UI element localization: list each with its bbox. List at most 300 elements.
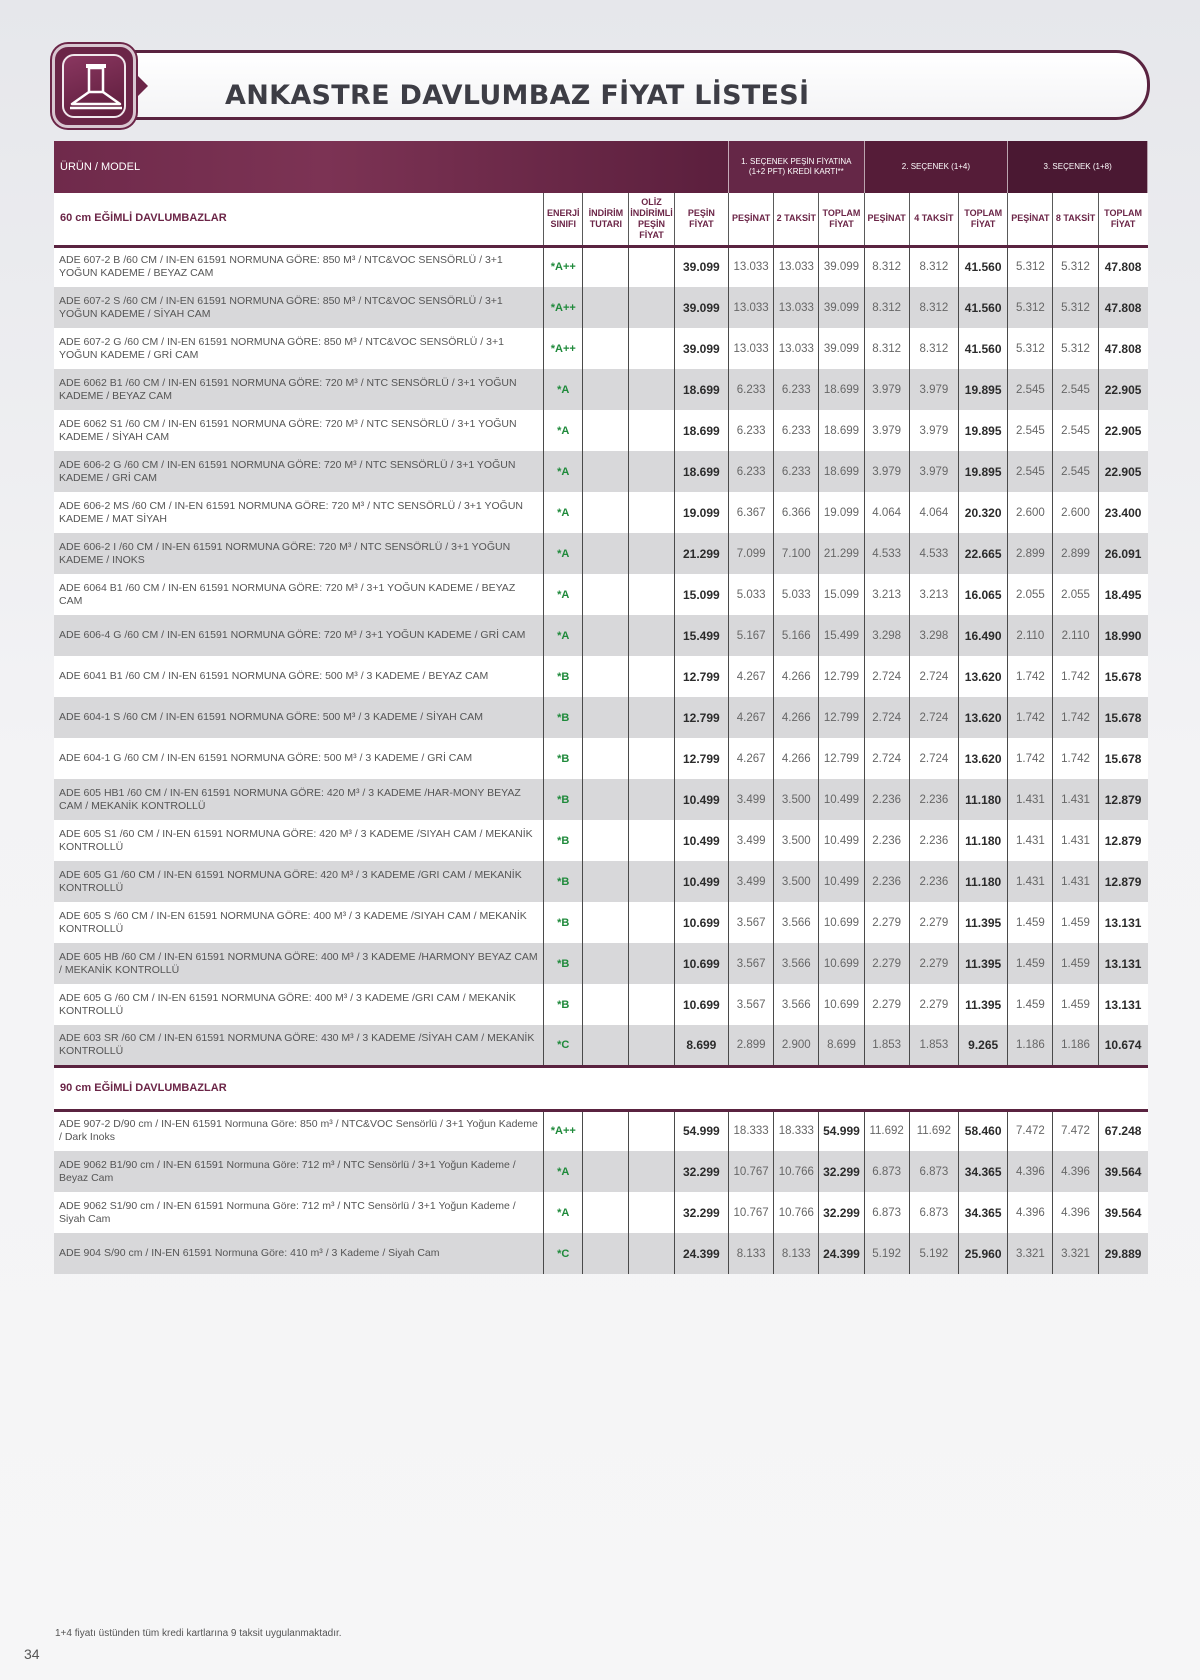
price-cell: 10.674 [1098, 1025, 1147, 1066]
price-cell: 7.099 [729, 533, 774, 574]
price-cell: 29.889 [1098, 1233, 1147, 1274]
table-row [54, 246, 1148, 287]
option2-header: 2. SEÇENEK (1+4) [864, 141, 1008, 193]
price-cell: 2.110 [1053, 615, 1098, 656]
price-cell: 18.699 [674, 410, 728, 451]
table-row [54, 492, 1148, 533]
empty-cell [629, 656, 674, 697]
table-row [54, 410, 1148, 451]
price-cell: 12.799 [819, 656, 864, 697]
price-cell: 13.033 [774, 328, 819, 369]
price-cell: 10.767 [729, 1192, 774, 1233]
energy-class-cell: *B [544, 943, 583, 984]
model-cell: ADE 605 G /60 CM / IN-EN 61591 NORMUNA GÖRE: 400 M³ / 3 KADEME /GRI CAM / MEKANİK KONTROLLÜ [54, 984, 544, 1025]
price-cell: 19.099 [819, 492, 864, 533]
energy-class-cell: *B [544, 656, 583, 697]
price-cell: 8.312 [909, 246, 958, 287]
price-cell: 32.299 [674, 1151, 728, 1192]
price-cell: 2.279 [909, 984, 958, 1025]
price-cell: 10.767 [729, 1151, 774, 1192]
price-cell: 15.099 [674, 574, 728, 615]
price-cell: 2.055 [1008, 574, 1053, 615]
table-row [54, 533, 1148, 574]
price-cell: 13.033 [729, 246, 774, 287]
price-cell: 1.459 [1053, 943, 1098, 984]
price-cell: 22.905 [1098, 410, 1147, 451]
model-cell: ADE 606-4 G /60 CM / IN-EN 61591 NORMUNA GÖRE: 720 M³ / 3+1 YOĞUN KADEME / GRİ CAM [54, 615, 544, 656]
empty-cell [629, 697, 674, 738]
energy-class-cell: *B [544, 902, 583, 943]
energy-class-cell: *C [544, 1025, 583, 1066]
table-row [54, 820, 1148, 861]
price-cell: 2.545 [1008, 410, 1053, 451]
energy-class-cell: *A++ [544, 1110, 583, 1151]
price-cell: 10.699 [674, 943, 728, 984]
empty-cell [629, 1025, 674, 1066]
price-cell: 10.499 [674, 861, 728, 902]
empty-cell [583, 943, 629, 984]
price-cell: 4.266 [774, 738, 819, 779]
price-cell: 2.236 [909, 820, 958, 861]
price-cell: 3.499 [729, 861, 774, 902]
price-cell: 2.899 [1053, 533, 1098, 574]
empty-cell [583, 533, 629, 574]
price-cell: 10.499 [819, 820, 864, 861]
price-cell: 11.395 [959, 943, 1008, 984]
price-cell: 10.766 [774, 1192, 819, 1233]
table-row [54, 369, 1148, 410]
price-cell: 6.367 [729, 492, 774, 533]
price-cell: 3.500 [774, 779, 819, 820]
price-cell: 10.699 [819, 984, 864, 1025]
model-cell: ADE 605 S /60 CM / IN-EN 61591 NORMUNA GÖRE: 400 M³ / 3 KADEME /SIYAH CAM / MEKANİK KONTROLLÜ [54, 902, 544, 943]
price-cell: 16.490 [959, 615, 1008, 656]
table-row [54, 287, 1148, 328]
table-row [54, 328, 1148, 369]
price-cell: 39.099 [819, 246, 864, 287]
price-cell: 24.399 [819, 1233, 864, 1274]
price-cell: 11.180 [959, 861, 1008, 902]
price-cell: 15.499 [819, 615, 864, 656]
empty-cell [629, 861, 674, 902]
page-title: ANKASTRE DAVLUMBAZ FİYAT LİSTESİ [225, 80, 810, 111]
price-cell: 25.960 [959, 1233, 1008, 1274]
price-cell: 10.499 [819, 779, 864, 820]
price-cell: 54.999 [674, 1110, 728, 1151]
empty-cell [583, 738, 629, 779]
energy-class-cell: *B [544, 861, 583, 902]
price-cell: 34.365 [959, 1192, 1008, 1233]
price-table-container [54, 141, 1148, 1274]
price-cell: 2.236 [864, 861, 909, 902]
price-cell: 2.899 [1008, 533, 1053, 574]
price-cell: 2.724 [909, 697, 958, 738]
energy-class-cell: *A [544, 369, 583, 410]
price-cell: 5.033 [774, 574, 819, 615]
table-row [54, 738, 1148, 779]
empty-cell [583, 410, 629, 451]
price-cell: 12.799 [819, 738, 864, 779]
badge-arrow [136, 74, 148, 98]
table-row [54, 574, 1148, 615]
price-cell: 10.766 [774, 1151, 819, 1192]
price-cell: 47.808 [1098, 287, 1147, 328]
price-cell: 5.312 [1053, 287, 1098, 328]
empty-cell [629, 779, 674, 820]
price-cell: 19.895 [959, 410, 1008, 451]
price-cell: 11.180 [959, 820, 1008, 861]
price-cell: 2.545 [1008, 369, 1053, 410]
price-cell: 2.724 [864, 656, 909, 697]
price-cell: 4.267 [729, 738, 774, 779]
price-cell: 18.699 [819, 451, 864, 492]
price-cell: 3.566 [774, 984, 819, 1025]
empty-cell [629, 615, 674, 656]
price-cell: 2.724 [909, 738, 958, 779]
price-cell: 6.873 [864, 1151, 909, 1192]
empty-cell [629, 902, 674, 943]
price-cell: 12.879 [1098, 820, 1147, 861]
option1-installment-header: 2 TAKSİT [774, 193, 819, 246]
price-cell: 39.099 [819, 287, 864, 328]
price-cell: 39.099 [674, 328, 728, 369]
price-cell: 34.365 [959, 1151, 1008, 1192]
price-cell: 8.312 [864, 328, 909, 369]
price-cell: 1.431 [1053, 820, 1098, 861]
price-cell: 4.396 [1008, 1151, 1053, 1192]
price-cell: 1.431 [1008, 861, 1053, 902]
energy-class-cell: *B [544, 738, 583, 779]
model-cell: ADE 605 G1 /60 CM / IN-EN 61591 NORMUNA GÖRE: 420 M³ / 3 KADEME /GRI CAM / MEKANİK KONTROLLÜ [54, 861, 544, 902]
price-cell: 47.808 [1098, 328, 1147, 369]
energy-class-cell: *A++ [544, 287, 583, 328]
price-cell: 2.279 [909, 943, 958, 984]
empty-cell [583, 246, 629, 287]
price-cell: 18.699 [819, 410, 864, 451]
price-cell: 8.312 [909, 287, 958, 328]
price-cell: 11.692 [909, 1110, 958, 1151]
table-row [54, 656, 1148, 697]
energy-class-cell: *A++ [544, 328, 583, 369]
page-header [52, 44, 1150, 126]
empty-cell [629, 1233, 674, 1274]
price-cell: 13.620 [959, 738, 1008, 779]
price-cell: 15.678 [1098, 697, 1147, 738]
energy-class-header: ENERJİ SINIFI [544, 193, 583, 246]
price-cell: 12.799 [819, 697, 864, 738]
empty-cell [583, 1110, 629, 1151]
model-cell: ADE 607-2 S /60 CM / IN-EN 61591 NORMUNA GÖRE: 850 M³ / NTC&VOC SENSÖRLÜ / 3+1 YOĞUN KADEME / SİYAH CAM [54, 287, 544, 328]
empty-cell [629, 410, 674, 451]
model-cell: ADE 605 HB /60 CM / IN-EN 61591 NORMUNA GÖRE: 400 M³ / 3 KADEME /HARMONY BEYAZ CAM / MEKANİK KONTROLLÜ [54, 943, 544, 984]
price-cell: 2.110 [1008, 615, 1053, 656]
empty-cell [583, 984, 629, 1025]
price-cell: 1.742 [1008, 697, 1053, 738]
price-cell: 2.055 [1053, 574, 1098, 615]
price-cell: 15.678 [1098, 656, 1147, 697]
price-cell: 13.131 [1098, 943, 1147, 984]
price-cell: 1.742 [1008, 738, 1053, 779]
empty-cell [583, 615, 629, 656]
section-title-60cm: 60 cm EĞİMLİ DAVLUMBAZLAR [54, 193, 544, 246]
price-cell: 2.236 [909, 861, 958, 902]
price-cell: 4.267 [729, 697, 774, 738]
price-cell: 4.396 [1053, 1151, 1098, 1192]
price-cell: 13.620 [959, 656, 1008, 697]
empty-cell [583, 697, 629, 738]
price-cell: 10.699 [819, 943, 864, 984]
option3-installment-header: 8 TAKSİT [1053, 193, 1098, 246]
price-cell: 5.312 [1053, 246, 1098, 287]
empty-cell [583, 820, 629, 861]
price-cell: 10.499 [674, 779, 728, 820]
price-cell: 5.312 [1008, 328, 1053, 369]
model-cell: ADE 604-1 G /60 CM / IN-EN 61591 NORMUNA GÖRE: 500 M³ / 3 KADEME / GRİ CAM [54, 738, 544, 779]
energy-class-cell: *B [544, 820, 583, 861]
price-cell: 5.166 [774, 615, 819, 656]
price-cell: 12.799 [674, 656, 728, 697]
empty-cell [583, 1192, 629, 1233]
price-cell: 3.567 [729, 902, 774, 943]
price-cell: 1.459 [1008, 902, 1053, 943]
price-cell: 3.979 [864, 369, 909, 410]
energy-class-cell: *A [544, 451, 583, 492]
price-cell: 39.099 [674, 287, 728, 328]
model-cell: ADE 607-2 G /60 CM / IN-EN 61591 NORMUNA GÖRE: 850 M³ / NTC&VOC SENSÖRLÜ / 3+1 YOĞUN KADEME / GRİ CAM [54, 328, 544, 369]
range-hood-icon [64, 56, 128, 120]
price-cell: 7.100 [774, 533, 819, 574]
empty-cell [583, 369, 629, 410]
price-cell: 6.873 [864, 1192, 909, 1233]
price-cell: 3.499 [729, 820, 774, 861]
empty-cell [583, 574, 629, 615]
price-cell: 2.279 [909, 902, 958, 943]
price-cell: 32.299 [674, 1192, 728, 1233]
price-cell: 3.567 [729, 984, 774, 1025]
price-cell: 8.699 [674, 1025, 728, 1066]
energy-class-cell: *B [544, 779, 583, 820]
header-row-options [54, 141, 1148, 193]
energy-class-cell: *C [544, 1233, 583, 1274]
price-cell: 3.979 [909, 451, 958, 492]
price-cell: 10.699 [674, 984, 728, 1025]
section-title-90cm: 90 cm EĞİMLİ DAVLUMBAZLAR [54, 1066, 1148, 1110]
model-cell: ADE 606-2 I /60 CM / IN-EN 61591 NORMUNA GÖRE: 720 M³ / NTC SENSÖRLÜ / 3+1 YOĞUN KADEME / INOKS [54, 533, 544, 574]
price-cell: 24.399 [674, 1233, 728, 1274]
price-cell: 4.266 [774, 697, 819, 738]
model-cell: ADE 9062 B1/90 cm / IN-EN 61591 Normuna Göre: 712 m³ / NTC Sensörlü / 3+1 Yoğun Kademe / Beyaz Cam [54, 1151, 544, 1192]
price-cell: 5.033 [729, 574, 774, 615]
price-cell: 6.366 [774, 492, 819, 533]
price-cell: 2.900 [774, 1025, 819, 1066]
price-cell: 4.396 [1053, 1192, 1098, 1233]
price-cell: 12.799 [674, 697, 728, 738]
empty-cell [629, 492, 674, 533]
price-cell: 22.905 [1098, 369, 1147, 410]
price-cell: 8.699 [819, 1025, 864, 1066]
price-cell: 2.545 [1053, 410, 1098, 451]
price-cell: 13.033 [774, 287, 819, 328]
option1-total-header: TOPLAM FİYAT [819, 193, 864, 246]
price-cell: 54.999 [819, 1110, 864, 1151]
price-cell: 5.192 [909, 1233, 958, 1274]
price-cell: 2.899 [729, 1025, 774, 1066]
price-cell: 8.133 [729, 1233, 774, 1274]
price-cell: 10.699 [819, 902, 864, 943]
price-cell: 3.500 [774, 861, 819, 902]
empty-cell [629, 1110, 674, 1151]
price-cell: 3.321 [1008, 1233, 1053, 1274]
empty-cell [629, 1151, 674, 1192]
table-row [54, 697, 1148, 738]
energy-class-cell: *A [544, 1192, 583, 1233]
price-cell: 3.499 [729, 779, 774, 820]
price-cell: 2.279 [864, 984, 909, 1025]
price-cell: 4.267 [729, 656, 774, 697]
price-cell: 20.320 [959, 492, 1008, 533]
price-cell: 6.873 [909, 1151, 958, 1192]
price-cell: 5.192 [864, 1233, 909, 1274]
price-cell: 67.248 [1098, 1110, 1147, 1151]
price-cell: 6.233 [774, 369, 819, 410]
price-cell: 7.472 [1008, 1110, 1053, 1151]
model-cell: ADE 606-2 G /60 CM / IN-EN 61591 NORMUNA GÖRE: 720 M³ / NTC SENSÖRLÜ / 3+1 YOĞUN KADEME / GRİ CAM [54, 451, 544, 492]
empty-cell [629, 574, 674, 615]
price-cell: 3.979 [864, 410, 909, 451]
price-cell: 23.400 [1098, 492, 1147, 533]
empty-cell [583, 1151, 629, 1192]
price-cell: 16.065 [959, 574, 1008, 615]
model-cell: ADE 6041 B1 /60 CM / IN-EN 61591 NORMUNA GÖRE: 500 M³ / 3 KADEME / BEYAZ CAM [54, 656, 544, 697]
price-cell: 3.567 [729, 943, 774, 984]
price-cell: 19.099 [674, 492, 728, 533]
price-cell: 15.099 [819, 574, 864, 615]
table-row [54, 1151, 1148, 1192]
empty-cell [629, 328, 674, 369]
price-cell: 1.742 [1053, 656, 1098, 697]
price-cell: 11.180 [959, 779, 1008, 820]
price-cell: 3.979 [909, 410, 958, 451]
price-cell: 1.853 [864, 1025, 909, 1066]
price-cell: 19.895 [959, 369, 1008, 410]
price-cell: 41.560 [959, 246, 1008, 287]
energy-class-cell: *A [544, 1151, 583, 1192]
price-cell: 18.333 [729, 1110, 774, 1151]
title-bar [92, 50, 1150, 120]
price-cell: 1.459 [1053, 902, 1098, 943]
price-cell: 2.724 [864, 738, 909, 779]
option3-header: 3. SEÇENEK (1+8) [1008, 141, 1148, 193]
price-cell: 4.064 [909, 492, 958, 533]
model-cell: ADE 6062 S1 /60 CM / IN-EN 61591 NORMUNA GÖRE: 720 M³ / NTC SENSÖRLÜ / 3+1 YOĞUN KADEME / SİYAH CAM [54, 410, 544, 451]
price-cell: 3.321 [1053, 1233, 1098, 1274]
energy-class-cell: *A [544, 410, 583, 451]
price-cell: 39.099 [674, 246, 728, 287]
empty-cell [629, 1192, 674, 1233]
price-cell: 18.990 [1098, 615, 1147, 656]
price-cell: 2.724 [864, 697, 909, 738]
price-cell: 39.099 [819, 328, 864, 369]
price-cell: 2.545 [1008, 451, 1053, 492]
model-cell: ADE 605 HB1 /60 CM / IN-EN 61591 NORMUNA GÖRE: 420 M³ / 3 KADEME /HAR-MONY BEYAZ CAM / MEKANİK KONTROLLÜ [54, 779, 544, 820]
price-cell: 5.312 [1008, 287, 1053, 328]
price-cell: 19.895 [959, 451, 1008, 492]
table-row [54, 861, 1148, 902]
price-cell: 41.560 [959, 287, 1008, 328]
price-cell: 10.499 [819, 861, 864, 902]
price-cell: 1.742 [1053, 738, 1098, 779]
price-cell: 12.799 [674, 738, 728, 779]
price-cell: 13.620 [959, 697, 1008, 738]
price-cell: 1.742 [1008, 656, 1053, 697]
price-cell: 32.299 [819, 1151, 864, 1192]
empty-cell [583, 1233, 629, 1274]
table-row [54, 779, 1148, 820]
price-cell: 8.312 [864, 246, 909, 287]
table-row [54, 943, 1148, 984]
empty-cell [629, 369, 674, 410]
price-cell: 3.298 [864, 615, 909, 656]
price-cell: 6.233 [774, 410, 819, 451]
price-cell: 18.699 [819, 369, 864, 410]
price-cell: 8.312 [864, 287, 909, 328]
price-cell: 3.979 [864, 451, 909, 492]
option2-down-header: PEŞİNAT [864, 193, 909, 246]
price-table-body [54, 246, 1148, 1274]
model-cell: ADE 607-2 B /60 CM / IN-EN 61591 NORMUNA GÖRE: 850 M³ / NTC&VOC SENSÖRLÜ / 3+1 YOĞUN KADEME / BEYAZ CAM [54, 246, 544, 287]
option1-header: 1. SEÇENEK PEŞİN FİYATINA (1+2 PFT) KREDİ KARTI** [729, 141, 865, 193]
price-cell: 32.299 [819, 1192, 864, 1233]
price-cell: 1.459 [1053, 984, 1098, 1025]
price-cell: 2.545 [1053, 451, 1098, 492]
price-cell: 1.459 [1008, 943, 1053, 984]
price-cell: 6.233 [729, 410, 774, 451]
page-number: 34 [24, 1646, 40, 1662]
price-cell: 8.133 [774, 1233, 819, 1274]
price-cell: 41.560 [959, 328, 1008, 369]
price-cell: 5.312 [1008, 246, 1053, 287]
empty-cell [629, 451, 674, 492]
price-cell: 12.879 [1098, 861, 1147, 902]
table-row [54, 451, 1148, 492]
price-cell: 15.499 [674, 615, 728, 656]
price-cell: 15.678 [1098, 738, 1147, 779]
energy-class-cell: *B [544, 984, 583, 1025]
empty-cell [583, 492, 629, 533]
price-cell: 13.033 [729, 328, 774, 369]
price-cell: 21.299 [819, 533, 864, 574]
empty-cell [629, 246, 674, 287]
price-cell: 58.460 [959, 1110, 1008, 1151]
price-cell: 13.131 [1098, 984, 1147, 1025]
section-header-row [54, 1066, 1148, 1110]
price-cell: 5.312 [1053, 328, 1098, 369]
price-cell: 2.279 [864, 902, 909, 943]
price-cell: 1.431 [1008, 820, 1053, 861]
price-cell: 2.600 [1008, 492, 1053, 533]
price-cell: 12.879 [1098, 779, 1147, 820]
model-cell: ADE 904 S/90 cm / IN-EN 61591 Normuna Göre: 410 m³ / 3 Kademe / Siyah Cam [54, 1233, 544, 1274]
price-cell: 4.533 [864, 533, 909, 574]
price-cell: 1.459 [1008, 984, 1053, 1025]
price-cell: 1.431 [1053, 779, 1098, 820]
price-cell: 2.545 [1053, 369, 1098, 410]
price-cell: 22.665 [959, 533, 1008, 574]
empty-cell [629, 820, 674, 861]
empty-cell [583, 451, 629, 492]
price-cell: 2.600 [1053, 492, 1098, 533]
price-cell: 18.699 [674, 451, 728, 492]
